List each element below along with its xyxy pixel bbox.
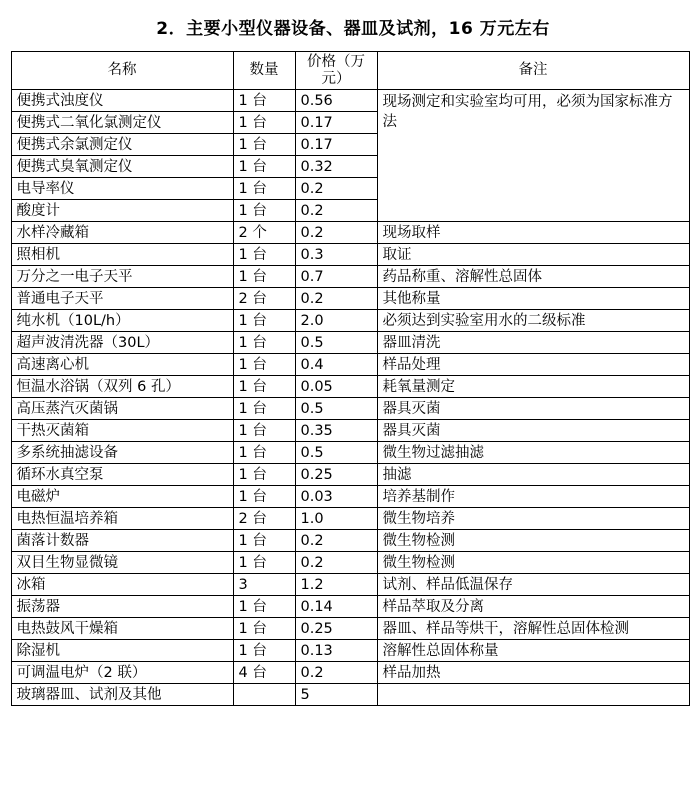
cell-price: 1.0 xyxy=(295,508,377,530)
cell-quantity: 1 台 xyxy=(233,464,295,486)
table-row xyxy=(11,442,689,464)
table-header-row xyxy=(11,52,689,90)
cell-note: 微生物检测 xyxy=(377,530,689,552)
cell-item-name: 照相机 xyxy=(11,244,233,266)
cell-price: 0.32 xyxy=(295,156,377,178)
table-row xyxy=(11,354,689,376)
cell-price: 0.4 xyxy=(295,354,377,376)
cell-quantity xyxy=(233,684,295,706)
cell-price: 0.2 xyxy=(295,552,377,574)
cell-item-name: 高速离心机 xyxy=(11,354,233,376)
cell-quantity: 1 台 xyxy=(233,200,295,222)
cell-price: 0.25 xyxy=(295,618,377,640)
cell-item-name: 便携式余氯测定仪 xyxy=(11,134,233,156)
table-row xyxy=(11,398,689,420)
cell-price: 0.3 xyxy=(295,244,377,266)
cell-item-name: 恒温水浴锅（双列 6 孔） xyxy=(11,376,233,398)
cell-note: 微生物过滤抽滤 xyxy=(377,442,689,464)
cell-quantity: 1 台 xyxy=(233,420,295,442)
cell-item-name: 纯水机（10L/h） xyxy=(11,310,233,332)
table-row xyxy=(11,530,689,552)
table-body xyxy=(11,90,689,706)
cell-item-name: 普通电子天平 xyxy=(11,288,233,310)
cell-note: 样品萃取及分离 xyxy=(377,596,689,618)
cell-price: 0.2 xyxy=(295,288,377,310)
cell-price: 0.2 xyxy=(295,530,377,552)
table-row xyxy=(11,508,689,530)
cell-note: 抽滤 xyxy=(377,464,689,486)
cell-quantity: 1 台 xyxy=(233,640,295,662)
cell-quantity: 1 台 xyxy=(233,354,295,376)
cell-note: 微生物检测 xyxy=(377,552,689,574)
cell-price: 0.2 xyxy=(295,200,377,222)
cell-quantity: 1 台 xyxy=(233,530,295,552)
table-row xyxy=(11,222,689,244)
cell-quantity: 1 台 xyxy=(233,310,295,332)
cell-item-name: 便携式臭氧测定仪 xyxy=(11,156,233,178)
cell-quantity: 1 台 xyxy=(233,90,295,112)
cell-item-name: 菌落计数器 xyxy=(11,530,233,552)
cell-note: 器具灭菌 xyxy=(377,398,689,420)
cell-note xyxy=(377,684,689,706)
cell-item-name: 超声波清洗器（30L） xyxy=(11,332,233,354)
table-row xyxy=(11,288,689,310)
cell-quantity: 1 台 xyxy=(233,596,295,618)
cell-price: 5 xyxy=(295,684,377,706)
cell-price: 1.2 xyxy=(295,574,377,596)
column-header-price: 价格（万元） xyxy=(295,52,377,90)
cell-note: 试剂、样品低温保存 xyxy=(377,574,689,596)
cell-price: 0.14 xyxy=(295,596,377,618)
cell-price: 0.05 xyxy=(295,376,377,398)
cell-price: 0.17 xyxy=(295,112,377,134)
cell-item-name: 双目生物显微镜 xyxy=(11,552,233,574)
cell-item-name: 高压蒸汽灭菌锅 xyxy=(11,398,233,420)
equipment-table xyxy=(11,51,690,706)
cell-item-name: 电磁炉 xyxy=(11,486,233,508)
table-row xyxy=(11,552,689,574)
cell-item-name: 冰箱 xyxy=(11,574,233,596)
cell-item-name: 电导率仪 xyxy=(11,178,233,200)
cell-item-name: 便携式二氧化氯测定仪 xyxy=(11,112,233,134)
cell-item-name: 万分之一电子天平 xyxy=(11,266,233,288)
cell-note: 药品称重、溶解性总固体 xyxy=(377,266,689,288)
cell-quantity: 1 台 xyxy=(233,486,295,508)
cell-note: 器皿清洗 xyxy=(377,332,689,354)
cell-price: 2.0 xyxy=(295,310,377,332)
cell-item-name: 多系统抽滤设备 xyxy=(11,442,233,464)
cell-price: 0.17 xyxy=(295,134,377,156)
cell-item-name: 便携式浊度仪 xyxy=(11,90,233,112)
cell-quantity: 1 台 xyxy=(233,376,295,398)
cell-quantity: 1 台 xyxy=(233,618,295,640)
cell-item-name: 电热恒温培养箱 xyxy=(11,508,233,530)
table-row xyxy=(11,332,689,354)
cell-price: 0.03 xyxy=(295,486,377,508)
cell-note: 现场测定和实验室均可用，必须为国家标准方法 xyxy=(377,90,689,222)
table-row xyxy=(11,684,689,706)
cell-note: 取证 xyxy=(377,244,689,266)
cell-item-name: 水样冷藏箱 xyxy=(11,222,233,244)
cell-note: 器具灭菌 xyxy=(377,420,689,442)
cell-note: 样品处理 xyxy=(377,354,689,376)
cell-quantity: 4 台 xyxy=(233,662,295,684)
table-row xyxy=(11,310,689,332)
cell-price: 0.2 xyxy=(295,222,377,244)
cell-price: 0.13 xyxy=(295,640,377,662)
table-row xyxy=(11,662,689,684)
table-row xyxy=(11,376,689,398)
cell-item-name: 酸度计 xyxy=(11,200,233,222)
cell-item-name: 干热灭菌箱 xyxy=(11,420,233,442)
cell-quantity: 1 台 xyxy=(233,112,295,134)
cell-quantity: 1 台 xyxy=(233,244,295,266)
cell-note: 溶解性总固体称量 xyxy=(377,640,689,662)
cell-note: 必须达到实验室用水的二级标准 xyxy=(377,310,689,332)
cell-quantity: 2 台 xyxy=(233,288,295,310)
cell-price: 0.2 xyxy=(295,662,377,684)
cell-note: 其他称量 xyxy=(377,288,689,310)
table-row xyxy=(11,596,689,618)
column-header-note: 备注 xyxy=(377,52,689,90)
page-title: 2．主要小型仪器设备、器皿及试剂，16 万元左右 xyxy=(156,19,550,39)
table-row xyxy=(11,574,689,596)
cell-quantity: 1 台 xyxy=(233,442,295,464)
cell-price: 0.5 xyxy=(295,398,377,420)
cell-price: 0.2 xyxy=(295,178,377,200)
table-row xyxy=(11,464,689,486)
table-row xyxy=(11,90,689,112)
cell-note: 现场取样 xyxy=(377,222,689,244)
cell-quantity: 1 台 xyxy=(233,178,295,200)
cell-quantity: 1 台 xyxy=(233,156,295,178)
cell-quantity: 2 个 xyxy=(233,222,295,244)
table-row xyxy=(11,420,689,442)
cell-note: 器皿、样品等烘干，溶解性总固体检测 xyxy=(377,618,689,640)
cell-note: 微生物培养 xyxy=(377,508,689,530)
table-row xyxy=(11,266,689,288)
cell-note: 培养基制作 xyxy=(377,486,689,508)
table-row xyxy=(11,618,689,640)
cell-price: 0.5 xyxy=(295,332,377,354)
cell-price: 0.25 xyxy=(295,464,377,486)
cell-note: 样品加热 xyxy=(377,662,689,684)
cell-quantity: 3 xyxy=(233,574,295,596)
cell-item-name: 电热鼓风干燥箱 xyxy=(11,618,233,640)
cell-price: 0.56 xyxy=(295,90,377,112)
cell-item-name: 除湿机 xyxy=(11,640,233,662)
cell-quantity: 1 台 xyxy=(233,134,295,156)
table-row xyxy=(11,486,689,508)
cell-quantity: 1 台 xyxy=(233,552,295,574)
cell-item-name: 玻璃器皿、试剂及其他 xyxy=(11,684,233,706)
cell-quantity: 1 台 xyxy=(233,398,295,420)
cell-item-name: 振荡器 xyxy=(11,596,233,618)
cell-quantity: 2 台 xyxy=(233,508,295,530)
cell-note: 耗氧量测定 xyxy=(377,376,689,398)
cell-price: 0.5 xyxy=(295,442,377,464)
table-row xyxy=(11,640,689,662)
column-header-quantity: 数量 xyxy=(233,52,295,90)
cell-item-name: 循环水真空泵 xyxy=(11,464,233,486)
cell-quantity: 1 台 xyxy=(233,266,295,288)
column-header-name: 名称 xyxy=(11,52,233,90)
cell-price: 0.7 xyxy=(295,266,377,288)
cell-item-name: 可调温电炉（2 联） xyxy=(11,662,233,684)
table-row xyxy=(11,244,689,266)
cell-price: 0.35 xyxy=(295,420,377,442)
cell-quantity: 1 台 xyxy=(233,332,295,354)
